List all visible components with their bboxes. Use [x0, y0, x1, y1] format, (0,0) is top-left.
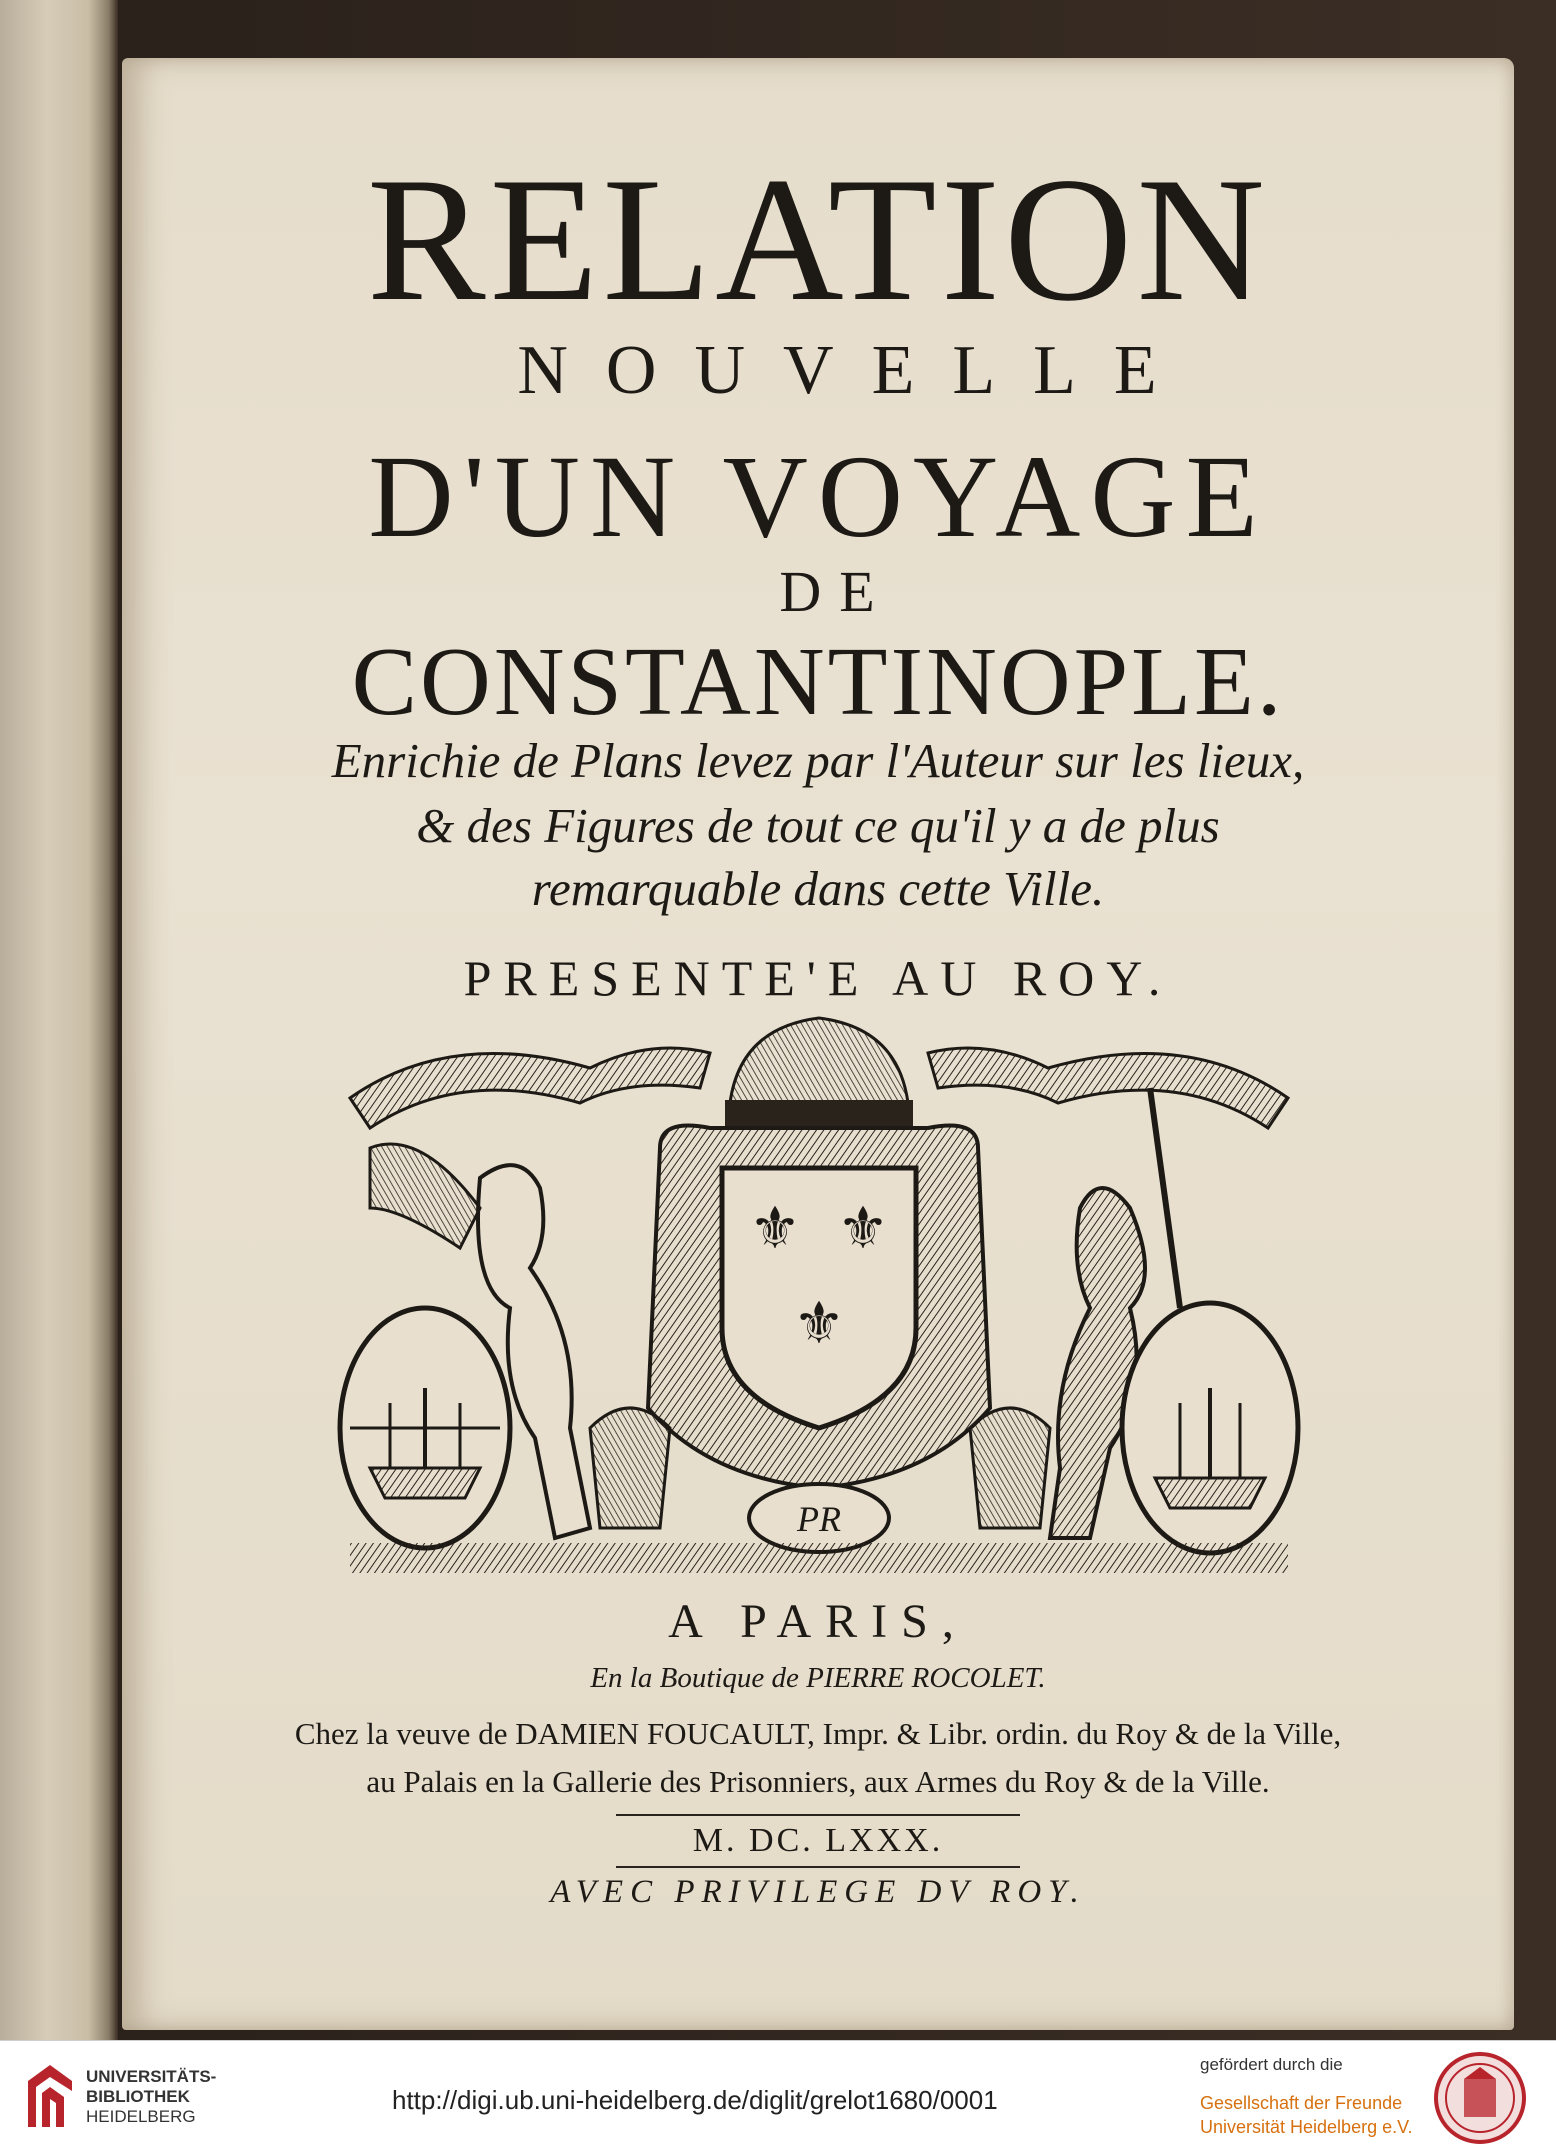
title-nouvelle: NOUVELLE	[517, 332, 1195, 409]
royal-arms-vignette	[330, 1008, 1308, 1578]
privilege-line: AVEC PRIVILEGE DV ROY.	[550, 1874, 1086, 1910]
title-dun-voyage: D'UN VOYAGE	[368, 431, 1268, 562]
title-de: DE	[779, 559, 893, 624]
date-rule-bottom	[616, 1866, 1020, 1868]
svg-text:⚜: ⚜	[749, 1194, 801, 1262]
permalink-url[interactable]: http://digi.ub.uni-heidelberg.de/diglit/grelot1680/0001	[392, 2085, 998, 2115]
sponsor-name[interactable]	[1200, 2091, 1412, 2139]
svg-text:⚜: ⚜	[793, 1289, 845, 1357]
library-name-line-2: BIBLIOTHEK	[86, 2087, 190, 2106]
left-page-edge	[0, 0, 118, 2040]
imprint-date: M. DC. LXXX.	[692, 1822, 944, 1859]
subtitle-line-2: & des Figures de tout ce qu'il y a de plus	[416, 798, 1220, 853]
sponsor-name-line-1: Gesellschaft der Freunde	[1200, 2093, 1403, 2113]
date-rule-top	[616, 1814, 1020, 1816]
university-library-name[interactable]	[86, 2067, 216, 2127]
title-relation: RELATION	[366, 140, 1270, 338]
subtitle-line-3: remarquable dans cette Ville.	[531, 861, 1105, 916]
presentation-line: PRESENTE'E AU ROY.	[463, 950, 1173, 1006]
title-page	[122, 58, 1514, 2030]
subtitle-line-1: Enrichie de Plans levez par l'Auteur sur les lieux,	[331, 733, 1305, 788]
library-name-line-3: HEIDELBERG	[86, 2107, 196, 2126]
imprint-place: A PARIS,	[668, 1595, 968, 1648]
library-name-line-1: UNIVERSITÄTS-	[86, 2067, 217, 2086]
sponsor-label: gefördert durch die	[1200, 2055, 1343, 2074]
imprint-line-2: au Palais en la Gallerie des Prisonniers, aux Armes du Roy & de la Ville.	[366, 1764, 1270, 1799]
title-constantinople: CONSTANTINOPLE.	[351, 628, 1285, 736]
svg-text:⚜: ⚜	[837, 1194, 889, 1262]
sponsor-name-line-2: Universität Heidelberg e.V.	[1200, 2117, 1413, 2137]
imprint-line-1: Chez la veuve de DAMIEN FOUCAULT, Impr. & Libr. ordin. du Roy & de la Ville,	[294, 1716, 1342, 1751]
footer-bar	[0, 2040, 1556, 2153]
vignette-monogram: PR	[797, 1499, 841, 1539]
sponsor-seal-icon	[1430, 2051, 1530, 2145]
university-library-logo-icon[interactable]	[24, 2061, 76, 2131]
imprint-shop: En la Boutique de PIERRE ROCOLET.	[590, 1662, 1046, 1694]
